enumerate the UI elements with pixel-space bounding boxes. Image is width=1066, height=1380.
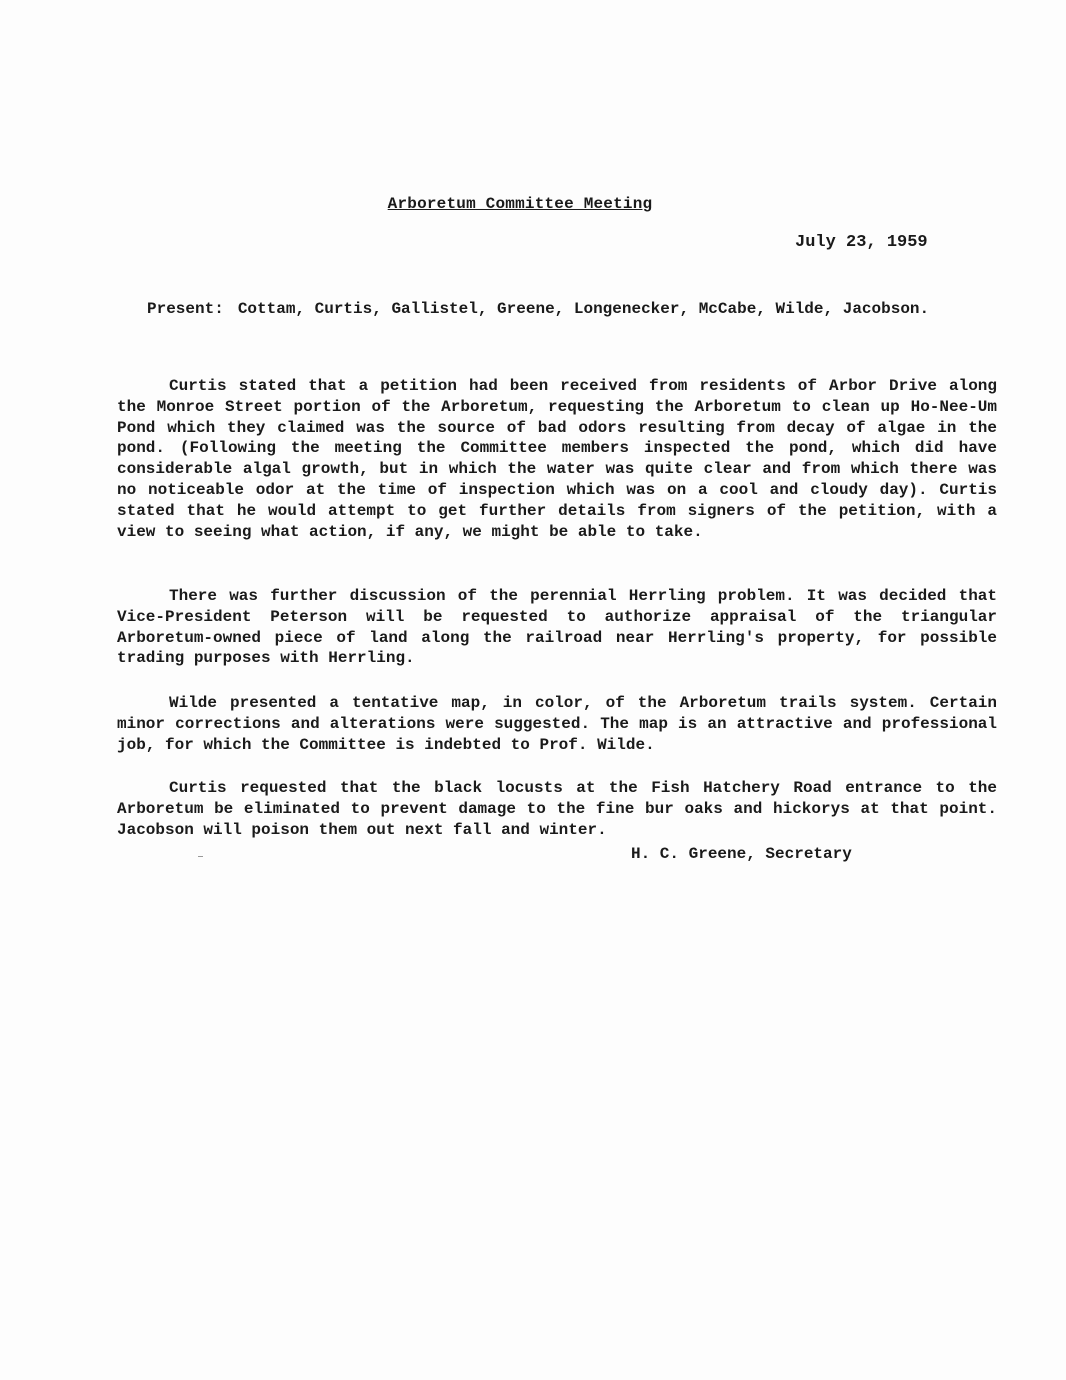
meeting-date: July 23, 1959 (795, 233, 928, 252)
document-title: Arboretum Committee Meeting (387, 195, 653, 213)
paragraph-black-locusts: Curtis requested that the black locusts at the Fish Hatchery Road entrance to the Arboretum be eliminated to prevent damage to the fine bur oaks and hickorys at that point. Jacobson will poison them out next fall and winter. (117, 779, 997, 839)
attendees-line (147, 300, 929, 318)
attendees-label: Present: (147, 300, 224, 318)
paragraph-herrling: There was further discussion of the perennial Herrling problem. It was decided that Vice-President Peterson will be requested to authorize appraisal of the triangular Arboretum-owned piece of land along the railroad near Herrling's property, for possible trading purposes with Herrling. (117, 587, 997, 668)
attendees-names: Cottam, Curtis, Gallistel, Greene, Longenecker, McCabe, Wilde, Jacobson. (237, 300, 930, 318)
paragraph-petition: Curtis stated that a petition had been received from residents of Arbor Drive along the Monroe Street portion of the Arboretum, requesting the Arboretum to clean up Ho-Nee-Um Pond which they claimed was the source of bad odors resulting from decay of algae in the pond. (Following the meeting the Committee members inspected the pond, which did have considerable algal growth, but in which the water was quite clear and from which there was no noticeable odor at the time of inspection which was on a cool and cloudy day). Curtis stated that he would attempt to get further details from signers of the petition, with a view to seeing what action, if any, we might be able to take. (117, 377, 997, 541)
paper-speck (198, 856, 203, 857)
paragraph-trails-map: Wilde presented a tentative map, in color, of the Arboretum trails system. Certain minor corrections and alterations were suggested. The map is an attractive and professional job, for which the Committee is indebted to Prof. Wilde. (117, 694, 997, 754)
signature-line: H. C. Greene, Secretary (631, 845, 852, 863)
